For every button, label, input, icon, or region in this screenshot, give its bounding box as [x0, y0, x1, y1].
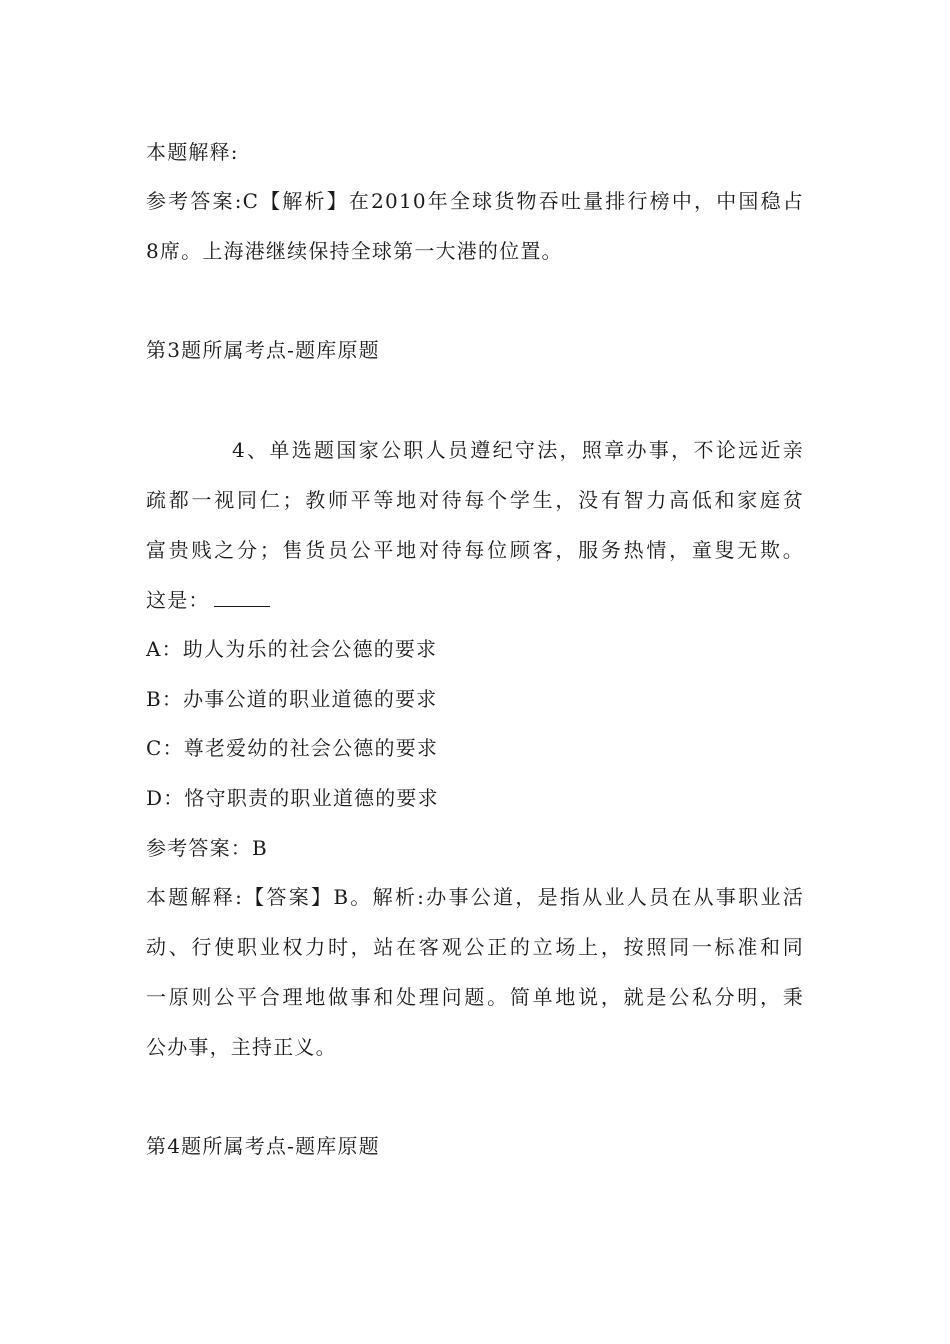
q4-stem-line-3: 富贵贱之分；售货员公平地对待每位顾客，服务热情，童叟无欺。 [146, 538, 804, 562]
q4-answer: 参考答案：B [146, 836, 268, 860]
q4-option-d: D：恪守职责的职业道德的要求 [146, 786, 439, 810]
answer-blank [214, 588, 270, 607]
q4-explanation-line-4: 公办事，主持正义。 [146, 1035, 337, 1059]
q2-explanation-label: 本题解释: [146, 140, 239, 164]
q4-explanation-line-3: 一原则公平合理地做事和处理问题。简单地说，就是公私分明，秉 [146, 985, 804, 1009]
q2-explanation-line-1: 参考答案:C【解析】在2010年全球货物吞吐量排行榜中，中国稳占 [146, 189, 804, 213]
q4-explanation-line-2: 动、行使职业权力时，站在客观公正的立场上，按照同一标准和同 [146, 935, 804, 959]
q4-option-b: B：办事公道的职业道德的要求 [146, 687, 438, 711]
q4-stem-line-1: 4、单选题国家公职人员遵纪守法，照章办事，不论远近亲 [232, 438, 804, 462]
q4-option-a: A：助人为乐的社会公德的要求 [146, 637, 438, 661]
q2-explanation-line-2: 8席。上海港继续保持全球第一大港的位置。 [146, 239, 563, 263]
q4-section-heading: 第4题所属考点-题库原题 [146, 1134, 380, 1158]
q4-stem-line-4 [146, 586, 270, 614]
q3-section-heading: 第3题所属考点-题库原题 [146, 338, 380, 362]
q4-stem-line-2: 疏都一视同仁；教师平等地对待每个学生，没有智力高低和家庭贫 [146, 488, 804, 512]
q4-option-c: C：尊老爱幼的社会公德的要求 [146, 736, 439, 760]
q4-stem-prompt: 这是： [146, 588, 210, 612]
q4-explanation-line-1: 本题解释:【答案】B。解析:办事公道，是指从业人员在从事职业活 [146, 885, 804, 909]
